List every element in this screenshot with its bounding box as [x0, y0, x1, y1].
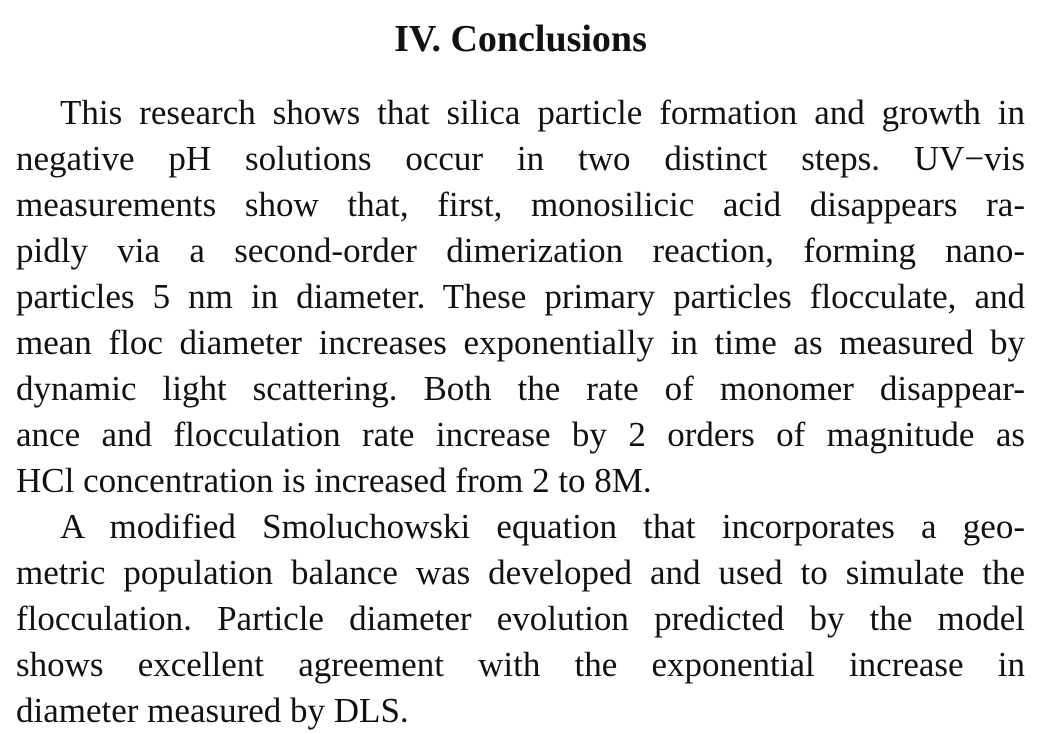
text-line: flocculation. Particle diameter evolution predicted by the model [16, 599, 1025, 638]
text-line: negative pH solutions occur in two distinct steps. UV−vis [16, 139, 1025, 178]
paragraph-2 [16, 504, 1025, 734]
text-line: metric population balance was developed and used to simulate the [16, 553, 1025, 592]
paragraph-1 [16, 90, 1025, 504]
text-line: particles 5 nm in diameter. These primary particles flocculate, and [16, 277, 1025, 316]
text-line: dynamic light scattering. Both the rate of monomer disappear- [16, 369, 1025, 408]
text-line: This research shows that silica particle formation and growth in [60, 93, 1025, 132]
text-line: A modified Smoluchowski equation that incorporates a geo- [60, 507, 1025, 546]
text-line: measurements show that, first, monosilicic acid disappears ra- [16, 185, 1025, 224]
text-line: mean floc diameter increases exponentially in time as measured by [16, 323, 1025, 362]
text-line: HCl concentration is increased from 2 to 8M. [16, 461, 652, 500]
section-heading: IV. Conclusions [394, 18, 647, 60]
conclusions-body [16, 90, 1025, 734]
text-line: diameter measured by DLS. [16, 691, 409, 730]
text-line: ance and flocculation rate increase by 2 orders of magnitude as [16, 415, 1025, 454]
text-line: pidly via a second-order dimerization reaction, forming nano- [16, 231, 1025, 270]
text-line: shows excellent agreement with the exponential increase in [16, 645, 1025, 684]
